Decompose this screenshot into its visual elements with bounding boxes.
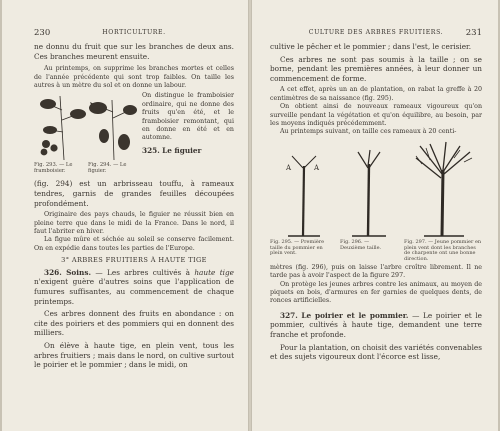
paragraph: On distingue le framboisier ordinaire, qui ne donne des fruits qu'en été, et le framboisier remontant, qui en donne en été et en automne. [142, 92, 234, 142]
paragraph: Au printemps suivant, on taille ces rameaux à 20 centi- [280, 128, 457, 136]
paragraph: Ces arbres ne sont pas soumis à la taille ; on se borne, pendant les premières années, à leur donner un commencement de forme. [270, 54, 482, 83]
fig-293-caption: Fig. 293. — Le framboisier. [34, 162, 73, 175]
running-head: CULTURE DES ARBRES FRUITIERS. [308, 29, 444, 36]
section-327 [270, 311, 482, 340]
section-title: Le poirier et le pommier. [301, 310, 409, 320]
fig-296-caption: Fig. 296. — Deuxième taille. [340, 238, 382, 251]
fig-297-caption: Fig. 297. — Jeune pommier en plein vent dont les branches de charpente ont une bonne direction. [404, 238, 482, 263]
section-325-text: (fig. 294) est un arbrisseau touffu, à rameaux tendres, garnis de grandes feuilles découpées profondément. [34, 179, 234, 208]
paragraph: La figue mûre et séchée au soleil se conserve facilement. On en expédie dans toutes les parties de l'Europe. [34, 236, 234, 252]
framboisier-varieties-text [142, 92, 234, 155]
paragraph: On élève à haute tige, en plein vent, tous les arbres fruitiers ; mais dans le nord, on cultive surtout le poirier et le pommier ; dans le midi, on [34, 340, 234, 370]
paragraph: Originaire des pays chauds, le figuier ne réussit bien en pleine terre que dans le midi de la France. Dans le nord, il faut l'abriter en hiver. [34, 211, 234, 235]
section-number: 327. [280, 310, 298, 320]
paragraph: mètres (fig. 296), puis on laisse l'arbre croître librement. Il ne tarde pas à avoir l'aspect de la figure 297. [270, 263, 482, 280]
paragraph: On obtient ainsi de nouveaux rameaux vigoureux qu'on surveille pendant la végétation et qu'on équilibre, au besoin, par les moyens indiqués précédemment. [270, 103, 482, 127]
right-header [270, 28, 482, 38]
section-text: n'exigent guère d'autres soins que l'application de fumures suffisantes, au commencement de chaque printemps. [34, 277, 234, 306]
section-title: Le figuier [162, 145, 202, 155]
section-text-italic: haute tige [194, 267, 234, 277]
fig-label-a: A [314, 163, 320, 172]
fig-label-a: A [286, 163, 292, 172]
section-text: — Le poirier et le pommier, cultivés à haute tige, demandent une terre franche et profonde. [270, 310, 483, 340]
page-number: 230 [34, 28, 51, 38]
figure-block-293-294 [34, 92, 234, 176]
framboisier-figuier-illustration [34, 92, 138, 162]
section-326 [34, 268, 234, 306]
fig-294-caption: Fig. 294. — Le figuier. [88, 162, 127, 175]
section-title: Soins. [66, 267, 92, 277]
figure-row-295-297 [270, 140, 482, 262]
paragraph: Au printemps, on supprime les branches mortes et celles de l'année précédente qui sont trop faibles. On taille les autres à un mètre du sol et on donne un labour. [34, 65, 234, 89]
section-number: 325. [142, 145, 160, 155]
paragraph: Pour la plantation, on choisit des variétés convenables et des sujets vigoureux dont l'écorce est lisse, [270, 342, 482, 362]
left-header [34, 28, 234, 38]
paragraph: On protège les jeunes arbres contre les animaux, au moyen de piquets en bois, d'armures en fer garnies de quelques dents, de ronces artificielles. [270, 280, 482, 305]
left-text [34, 42, 234, 370]
section-heading: 3° ARBRES FRUITIERS À HAUTE TIGE [61, 256, 207, 265]
section-text: — Les arbres cultivés à [95, 267, 190, 277]
page-number: 231 [465, 28, 482, 38]
paragraph: A cet effet, après un an de plantation, on rabat la greffe à 20 centimètres de sa naissance (fig. 295). [270, 86, 482, 102]
fig-295-caption: Fig. 295. — Première taille du pommier en plein vent. [270, 238, 325, 257]
right-page [252, 0, 498, 431]
running-head: HORTICULTURE. [102, 29, 166, 36]
pommier-taille-illustration [270, 140, 482, 240]
left-page [2, 0, 248, 431]
paragraph: ne donnu du fruit que sur les branches de deux ans. Ces branches meurent ensuite. [34, 42, 234, 61]
section-number: 326. [44, 267, 62, 277]
paragraph: Ces arbres donnent des fruits en abondance : on cite des poiriers et des pommiers qui en donnent des milliers. [34, 309, 234, 338]
section-325 [142, 146, 234, 156]
paragraph: cultive le pêcher et le pommier ; dans l'est, le cerisier. [270, 42, 472, 51]
right-text [270, 42, 482, 362]
